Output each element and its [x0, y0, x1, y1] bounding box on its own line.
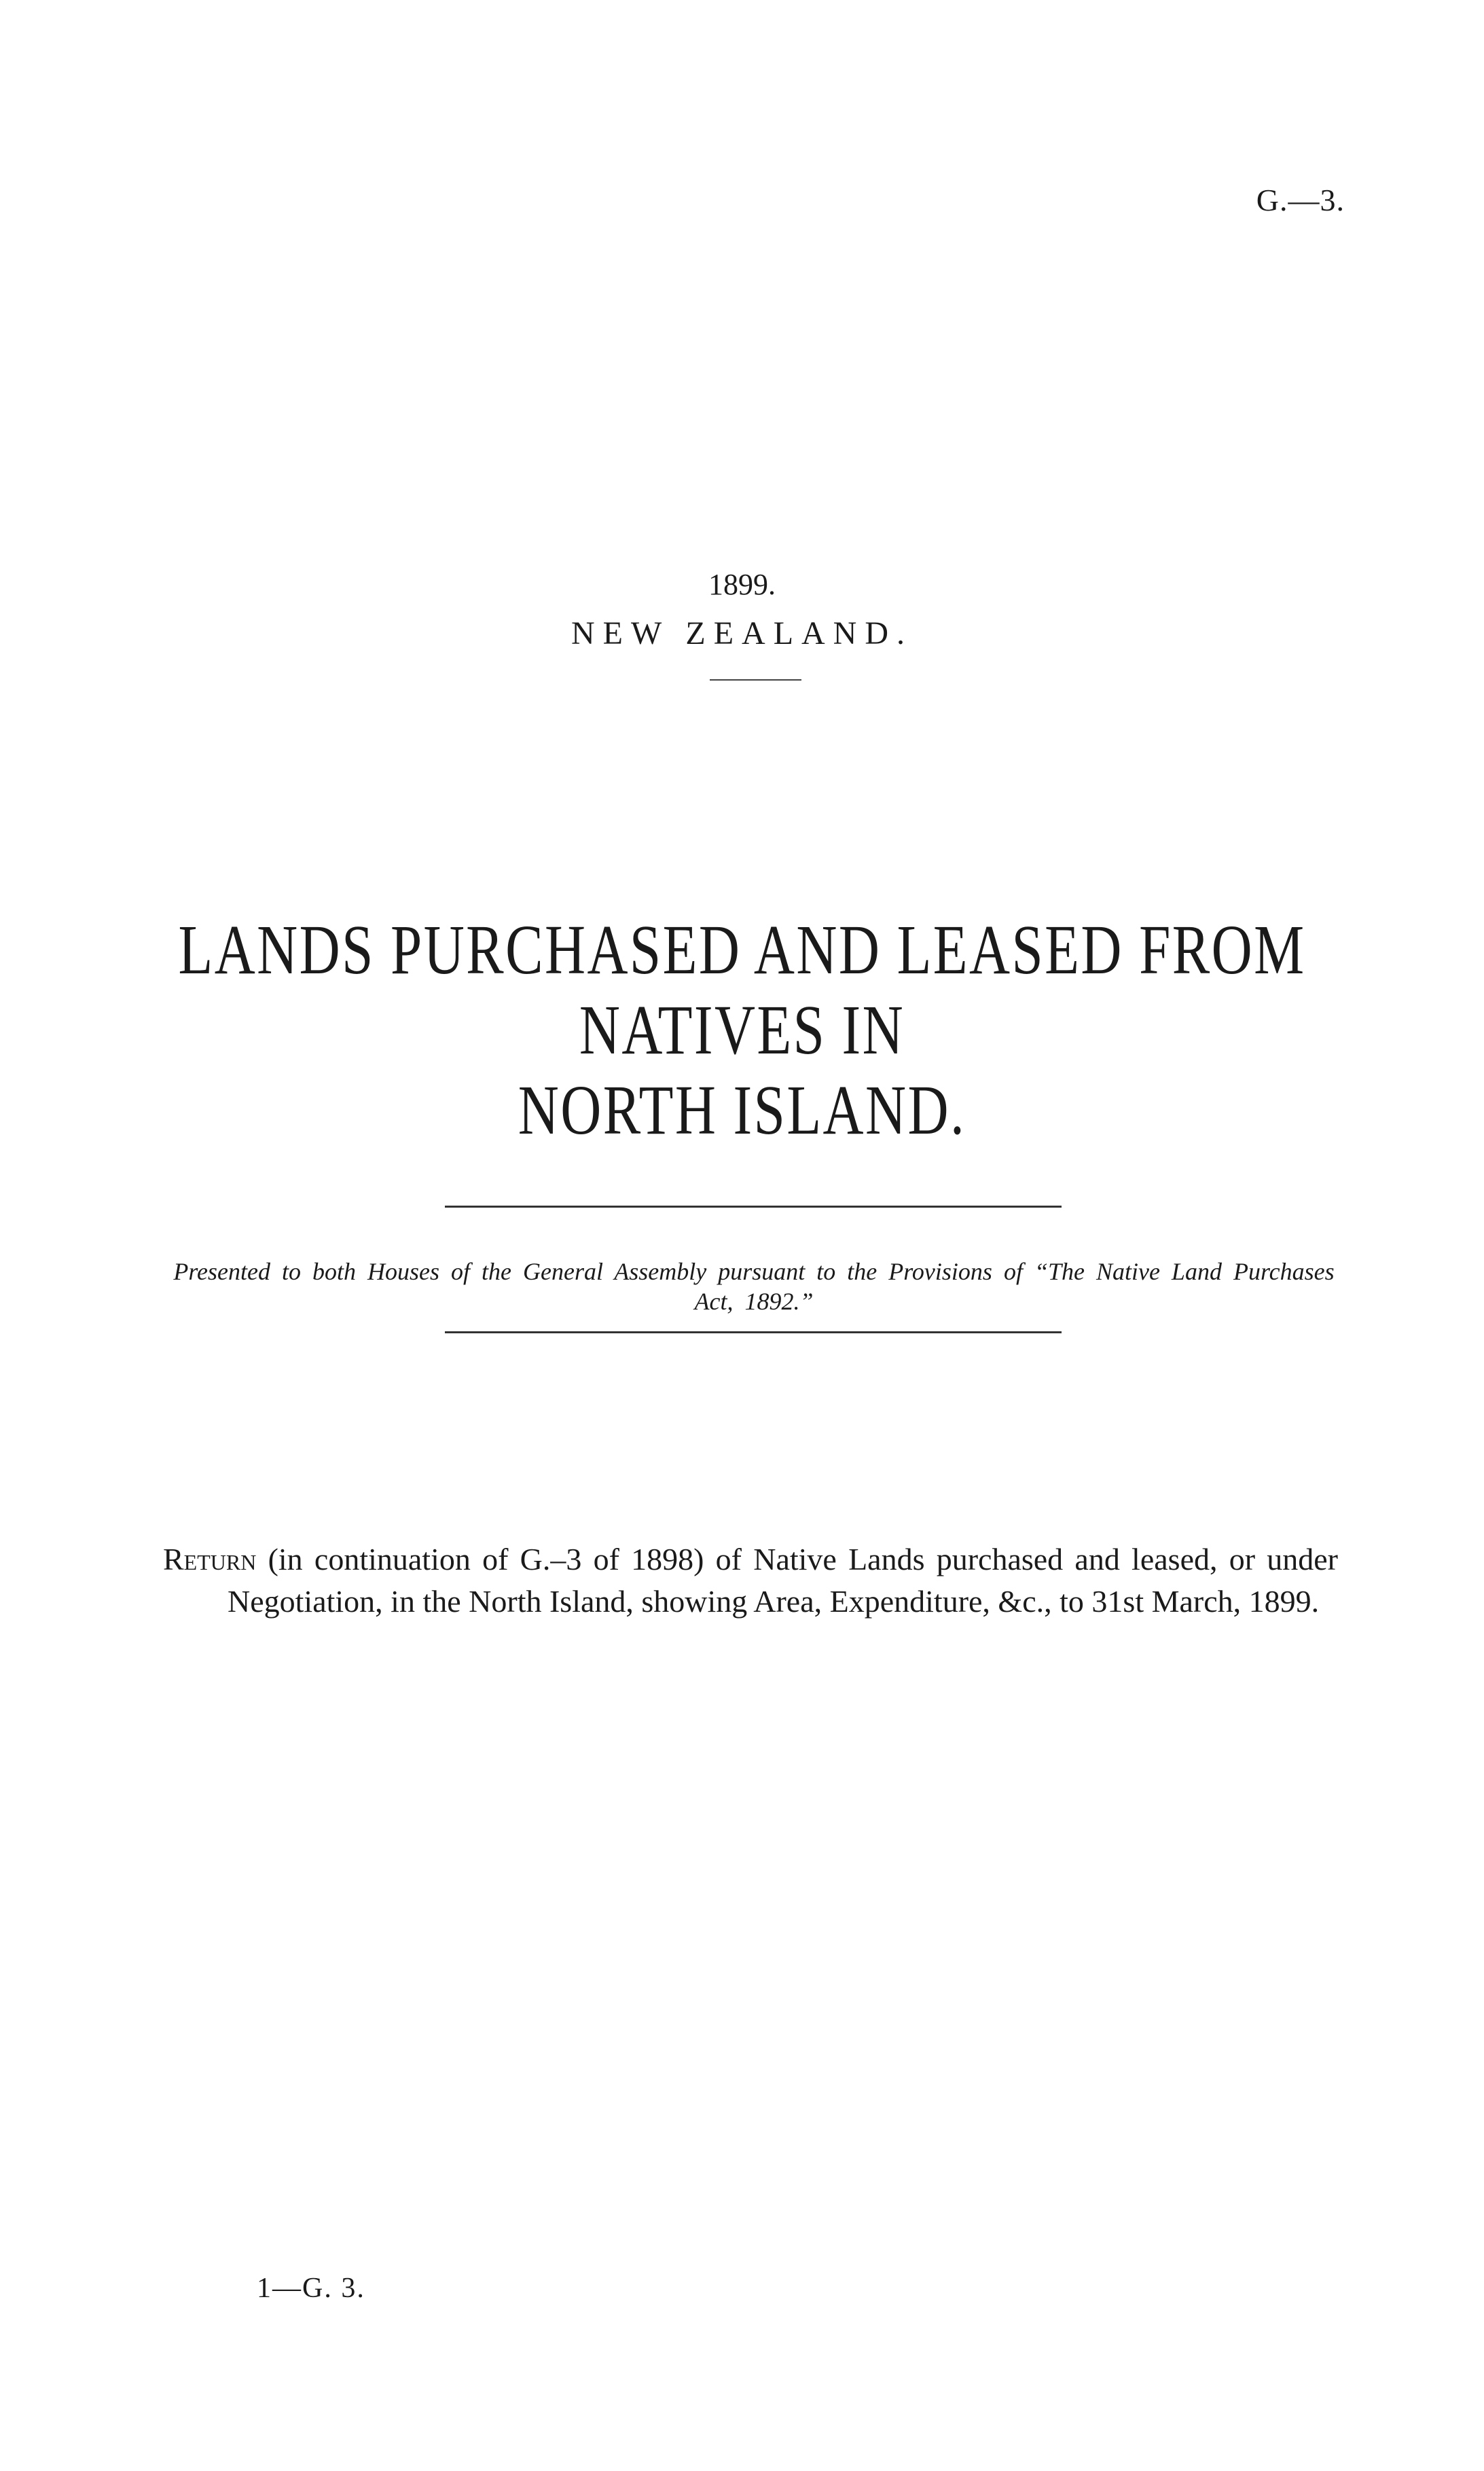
country-heading: NEW ZEALAND.	[571, 615, 913, 651]
return-paragraph	[163, 1538, 1338, 1623]
divider-rule	[445, 1331, 1062, 1333]
title-line-1: LANDS PURCHASED AND LEASED FROM NATIVES IN	[178, 911, 1306, 1069]
page-signature: 1—G. 3.	[257, 2273, 365, 2304]
divider-rule	[710, 679, 801, 681]
return-body: (in continuation of G.–3 of 1898) of Native Lands purchased and leased, or under Negotiation, in the North Island, showing Area, Expenditure, &c., to 31st March, 1899.	[228, 1542, 1339, 1619]
title-line-2: NORTH ISLAND.	[518, 1071, 966, 1149]
divider-rule	[445, 1206, 1062, 1208]
publication-year: 1899.	[708, 568, 776, 601]
return-lead-word: Return	[163, 1542, 257, 1576]
presentation-note: Presented to both Houses of the General Assembly pursuant to the Provisions of “The Native Land Purchases Act, 1892.”	[173, 1258, 1335, 1315]
document-title	[149, 910, 1336, 1151]
document-reference: G.—3.	[1256, 183, 1345, 217]
